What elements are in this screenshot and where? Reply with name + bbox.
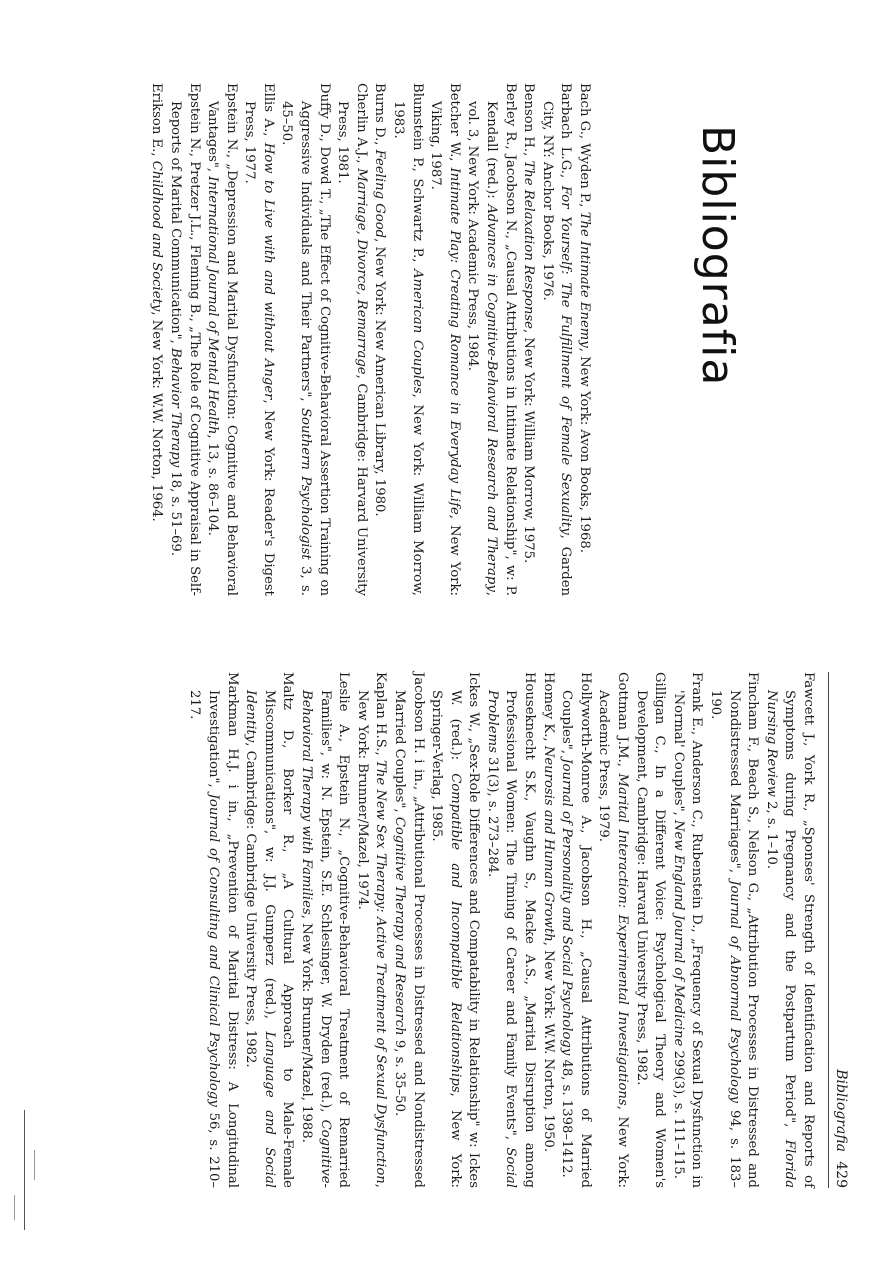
reference-entry bbox=[761, 672, 817, 1188]
reference-title: Advances in Cognitive-Behavioral Research and Therapy bbox=[484, 204, 500, 592]
scan-mark bbox=[34, 1150, 35, 1180]
reference-text: Gilligan C., In a Different Voice: Psychological Theory and Women's Development, Cambridge: Harvard University Press, 1982. bbox=[633, 672, 668, 1188]
reference-text: 299(3), s. 111–115. bbox=[670, 1046, 686, 1179]
reference-text: 18, s. 51–69. bbox=[167, 467, 183, 557]
reference-text: , New York: Springer-Verlag, 1985. bbox=[429, 690, 463, 1188]
reference-text: Gottman J.M., bbox=[615, 672, 631, 774]
reference-entry bbox=[147, 83, 166, 596]
reference-title: Intimate Play: Creating Romance in Everyday Life bbox=[446, 167, 462, 515]
reference-entry bbox=[574, 83, 593, 596]
reference-text: Cherlin A.J., bbox=[353, 83, 369, 169]
reference-text: Fincham F., Beach S., Nelson G., „Attribution Processes in Distressed and Nondistressed Marriages", bbox=[726, 672, 761, 1188]
reference-text: Erikson E., bbox=[149, 83, 165, 161]
reference-text: , 13, s. 86–104. bbox=[205, 434, 221, 536]
reference-text: 48, s. 1398–1412. bbox=[559, 1055, 575, 1178]
reference-text: Burns D., bbox=[372, 83, 388, 150]
reference-text: , New York: W.W. Norton, 1964. bbox=[149, 311, 165, 522]
reference-title: Cognitive Therapy and Research bbox=[391, 816, 407, 1036]
reference-text: Leslie A., Epstein N., „Cognitive-Behavioral Treatment of Remarried Families", w: N. Epstein, S.E. Schlesinger, W. Dryden (red.), bbox=[317, 672, 352, 1188]
reference-entry bbox=[240, 83, 277, 596]
reference-entry bbox=[241, 672, 297, 1188]
reference-text: , New York: New American Library, 1980. bbox=[372, 238, 388, 517]
reference-text: Frank E., Anderson C., Rubenstein D., „Frequency of Sexual Dysfunction in 'Normal' Couples", bbox=[670, 672, 705, 1188]
reference-entry bbox=[538, 672, 557, 1188]
reference-title: For Yourself: The Fulfillment of Female Sexuality bbox=[558, 185, 574, 535]
reference-text: Markman H.J. i in., „Prevention of Marital Distress: A Longitudinal Investigation", bbox=[206, 672, 240, 1188]
reference-title: How to Live with and without Anger bbox=[260, 142, 276, 400]
reference-title: Marriage, Divorce, Remarrage bbox=[353, 168, 369, 375]
reference-entry bbox=[557, 672, 594, 1188]
reference-title: The Relaxation Response bbox=[521, 160, 537, 329]
scan-mark bbox=[24, 1110, 25, 1230]
reference-text: Houseknecht S.K., Vaughn S., Macke A.S., „Marital Disruption among Professional Women: The Timing of Career and Family Events", bbox=[503, 672, 538, 1188]
reference-text: 2, s. 1–10. bbox=[763, 796, 779, 870]
reference-text: Epstein N., Pretzer J.L., Fleming B., „The Role of Cognitive Appraisal in Self-Reports of Marital Communication", bbox=[167, 83, 202, 596]
reference-entry bbox=[631, 672, 668, 1188]
reference-title: Neurosis and Human Growth bbox=[540, 745, 556, 942]
reference-text: , New York: William Morrow, 1975. bbox=[521, 328, 537, 564]
reference-title: American Couples bbox=[409, 269, 425, 394]
reference-text: , New York: Viking, 1987. bbox=[428, 101, 462, 596]
running-head-title: Bibliografia bbox=[833, 1069, 849, 1152]
reference-text: , New York: Brunner/Mazel, 1988. bbox=[298, 914, 314, 1143]
reference-text: 31(3), s. 273–284. bbox=[484, 752, 500, 878]
reference-entry bbox=[705, 672, 761, 1188]
reference-entry bbox=[352, 672, 389, 1188]
reference-title: Behavior Therapy bbox=[167, 348, 183, 468]
reference-text: , New York: Avon Books, 1968. bbox=[577, 347, 592, 553]
page-number: 429 bbox=[833, 1161, 849, 1188]
reference-title: Social Problems bbox=[484, 690, 519, 1188]
reference-text: Jacobson H. i in., „Attributional Processes in Distressed and Nondistressed Married Couples", bbox=[391, 672, 426, 1188]
reference-entry bbox=[594, 672, 631, 1188]
reference-title: Compatible and Incompatible Relationships bbox=[447, 773, 463, 1093]
reference-list-right bbox=[185, 672, 817, 1188]
reference-title: The New Sex Therapy: Active Treatment of Sexual Dysfunction bbox=[373, 760, 389, 1184]
reference-text: Ellis A., bbox=[260, 83, 276, 143]
reference-text: Ickes W., „Sex-Role Differences and Compatability in Relationship" w: Ickes W. (red.): bbox=[447, 672, 482, 1188]
reference-text: 94, s. 183–190. bbox=[708, 690, 742, 1189]
reference-title: Feeling Good bbox=[372, 149, 388, 239]
reference-text: Blumstein P., Schwartz P., bbox=[409, 83, 425, 270]
reference-entry bbox=[389, 672, 426, 1188]
reference-list-left bbox=[147, 83, 593, 596]
reference-entry bbox=[370, 83, 389, 596]
reference-entry bbox=[426, 83, 463, 596]
reference-text: Fawcett J., York R., „Sponses' Strength of Identification and Reports of Symptoms during Pregnancy and the Postpartum Period", bbox=[782, 672, 816, 1188]
reference-entry bbox=[427, 672, 483, 1188]
reference-text: , vol. 3, New York: Academic Press, 1984. bbox=[465, 101, 500, 597]
reference-entry bbox=[296, 672, 352, 1188]
reference-text: , New York: William Morrow, 1983. bbox=[391, 101, 425, 596]
reference-entry bbox=[482, 672, 538, 1188]
reference-title: International Journal of Mental Health bbox=[205, 176, 221, 435]
reference-title: Language and Social Identity bbox=[243, 690, 277, 1189]
reference-entry bbox=[185, 672, 241, 1188]
reference-title: Journal of Personality and Social Psychology bbox=[559, 758, 575, 1056]
reference-title: Cognitive-Behavioral Therapy with Families bbox=[298, 690, 333, 1188]
reference-text: Barbach L.G., bbox=[558, 83, 574, 186]
reference-text: Homey K., bbox=[540, 672, 556, 746]
reference-entry bbox=[203, 83, 240, 596]
reference-entry bbox=[165, 83, 202, 596]
reference-text: 3, s. 45–50. bbox=[279, 101, 314, 596]
reference-title: Journal of Abnormal Psychology bbox=[726, 880, 742, 1103]
reference-text: Duffy D., Dowd T., „The Effect of Cognitive-Behavioral Assertion Training on Aggressive Individuals and Their Partners", bbox=[298, 83, 332, 596]
reference-text: Bach G., Wyden P., bbox=[577, 83, 592, 212]
reference-title: Southern Psychologist bbox=[298, 408, 314, 560]
reference-text: , New York: W.W. Norton, 1950. bbox=[540, 941, 556, 1153]
chapter-title: Bibliografia bbox=[692, 125, 743, 387]
reference-entry bbox=[537, 83, 574, 596]
reference-text: Maltz D., Borker R., „A Cultural Approach to Male-Female Miscommunications", w: J.J. Gumperz (red.), bbox=[261, 672, 296, 1188]
reference-title: New England Journal of Medicine bbox=[670, 820, 686, 1047]
reference-text: Betcher W., bbox=[446, 83, 462, 168]
reference-text: Kaplan H.S., bbox=[373, 672, 389, 761]
reference-text: 56, s. 210–217. bbox=[187, 690, 221, 1188]
reference-text: Hollyworth-Monroe A., Jacobson H., „Causal Attributions of Married Couples", bbox=[559, 672, 593, 1188]
reference-text: , New York: Academic Press, 1979. bbox=[596, 690, 631, 1188]
reference-entry bbox=[388, 83, 425, 596]
reference-text: , New York: Brunner/Mazel, 1974. bbox=[354, 690, 389, 1188]
reference-title: Journal of Consulting and Clinical Psychology bbox=[206, 793, 221, 1107]
reference-entry bbox=[277, 83, 333, 596]
left-page bbox=[0, 40, 893, 600]
reference-text: Epstein N., „Depression and Marital Dysfunction: Cognitive and Behavioral Vantages", bbox=[205, 83, 239, 596]
scan-mark bbox=[14, 1195, 15, 1220]
reference-entry bbox=[463, 83, 519, 596]
reference-text: 9, s. 35–50. bbox=[391, 1035, 407, 1117]
reference-text: Berley R., Jacobson N., „Causal Attributions in Intimate Relationship", w: P. Kendall (red.): bbox=[484, 83, 518, 596]
running-head bbox=[828, 672, 849, 1188]
reference-entry bbox=[519, 83, 538, 596]
reference-text: , New York: Reader's Digest Press, 1977. bbox=[242, 101, 276, 596]
reference-entry bbox=[668, 672, 705, 1188]
reference-text: , Garden City, NY: Anchor Books, 1976. bbox=[539, 101, 574, 597]
reference-title: Marital Interaction: Experimental Investigations bbox=[615, 773, 631, 1106]
right-page bbox=[0, 672, 893, 1232]
reference-title: The Intimate Enemy bbox=[577, 211, 592, 348]
reference-title: Florida Nursing Review bbox=[763, 690, 798, 1188]
reference-text: , Cambridge: Cambridge University Press, 1982. bbox=[243, 742, 259, 1068]
reference-entry bbox=[333, 83, 370, 596]
reference-text: , Cambridge: Harvard University Press, 1981. bbox=[335, 101, 369, 596]
reference-text: Benson H., bbox=[521, 83, 537, 161]
reference-title: Childhood and Society bbox=[149, 160, 165, 312]
